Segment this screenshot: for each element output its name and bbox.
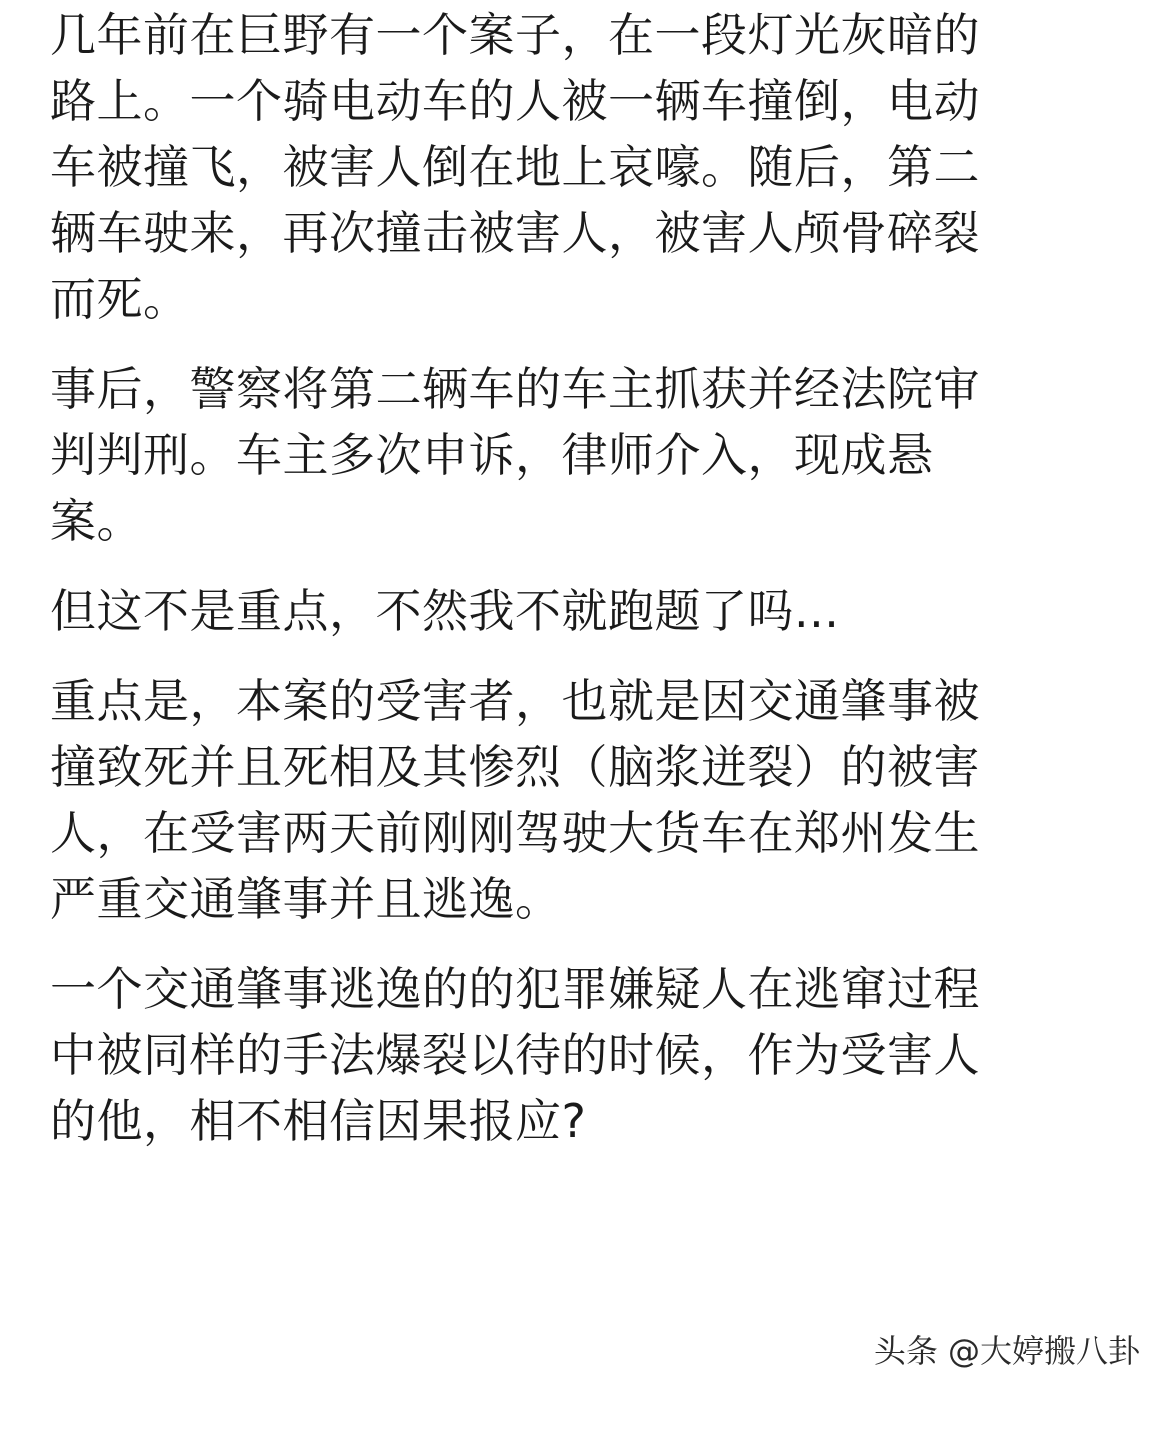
paragraph-1 xyxy=(50,2,1120,332)
text-line: 路上。一个骑电动车的人被一辆车撞倒，电动 xyxy=(50,74,980,128)
text-line: 但这不是重点，不然我不就跑题了吗... xyxy=(50,584,840,638)
paragraph-4 xyxy=(50,668,1120,932)
watermark: 头条 @大婷搬八卦 xyxy=(873,1332,1140,1370)
text-line: 判判刑。车主多次申诉，律师介入，现成悬 xyxy=(50,428,934,482)
paragraph-2 xyxy=(50,356,1120,554)
text-line: 重点是，本案的受害者，也就是因交通肇事被 xyxy=(50,674,980,728)
text-line: 辆车驶来，再次撞击被害人，被害人颅骨碎裂 xyxy=(50,206,980,260)
text-line: 人，在受害两天前刚刚驾驶大货车在郑州发生 xyxy=(50,806,980,860)
text-line: 的他，相不相信因果报应? xyxy=(50,1094,587,1148)
text-line: 案。 xyxy=(50,494,143,548)
text-line: 中被同样的手法爆裂以待的时候，作为受害人 xyxy=(50,1028,980,1082)
article-body xyxy=(50,2,1120,1178)
text-line: 而死。 xyxy=(50,272,190,326)
text-line: 严重交通肇事并且逃逸。 xyxy=(50,872,562,926)
paragraph-5 xyxy=(50,956,1120,1154)
text-line: 一个交通肇事逃逸的的犯罪嫌疑人在逃窜过程 xyxy=(50,962,980,1016)
text-line: 撞致死并且死相及其惨烈（脑浆迸裂）的被害 xyxy=(50,740,980,794)
text-line: 几年前在巨野有一个案子，在一段灯光灰暗的 xyxy=(50,8,980,62)
paragraph-3 xyxy=(50,578,1120,644)
text-line: 车被撞飞，被害人倒在地上哀嚎。随后，第二 xyxy=(50,140,980,194)
text-line: 事后，警察将第二辆车的车主抓获并经法院审 xyxy=(50,362,980,416)
